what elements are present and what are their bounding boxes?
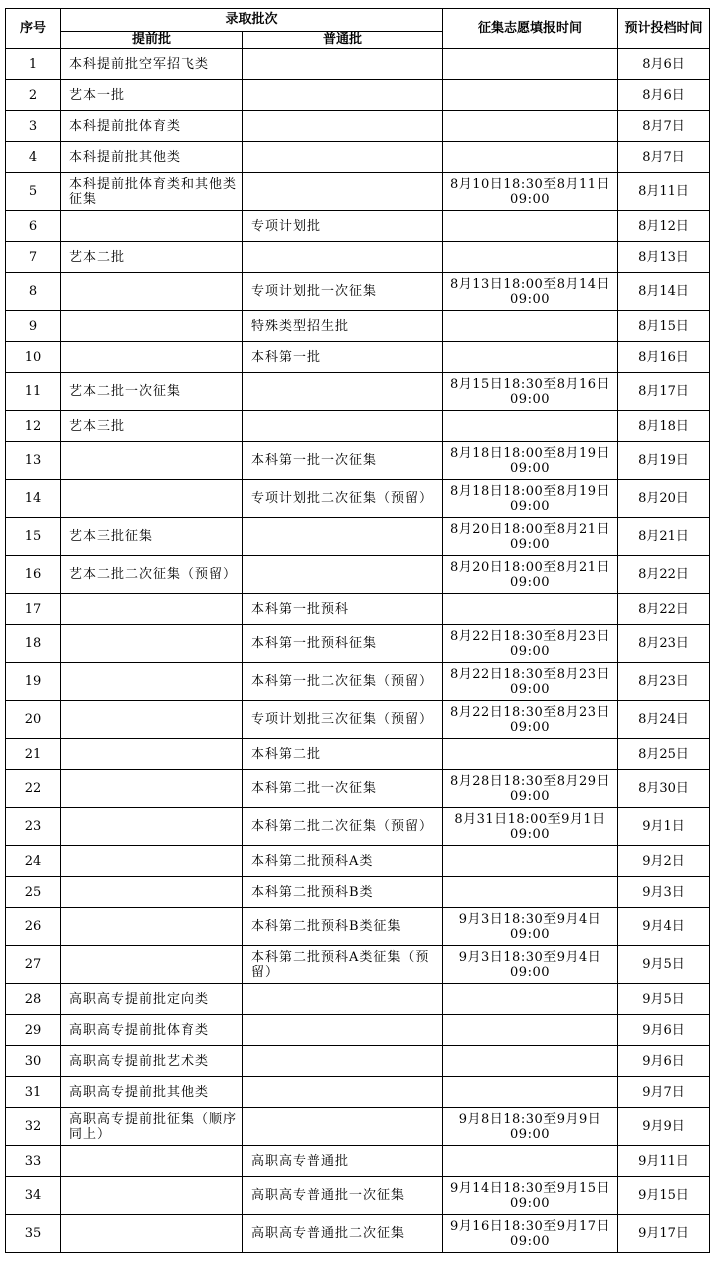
row-normal-batch: 本科第一批预科征集 (243, 625, 443, 663)
row-index: 34 (6, 1177, 61, 1215)
row-fill-time (443, 1046, 618, 1077)
row-normal-batch: 本科第一批 (243, 342, 443, 373)
row-index: 14 (6, 480, 61, 518)
row-deliver-time: 8月19日 (618, 442, 710, 480)
row-deliver-time: 8月14日 (618, 273, 710, 311)
table-row (6, 908, 710, 946)
row-fill-time (443, 846, 618, 877)
row-fill-time: 8月15日18:30至8月16日09:00 (443, 373, 618, 411)
row-index: 32 (6, 1108, 61, 1146)
schedule-table (5, 8, 710, 1253)
row-fill-time: 8月13日18:00至8月14日09:00 (443, 273, 618, 311)
row-index: 23 (6, 808, 61, 846)
table-row (6, 1077, 710, 1108)
row-fill-time: 8月22日18:30至8月23日09:00 (443, 701, 618, 739)
table-row (6, 342, 710, 373)
row-fill-time (443, 111, 618, 142)
row-early-batch: 艺本三批征集 (61, 518, 243, 556)
row-fill-time (443, 984, 618, 1015)
row-normal-batch: 本科第二批预科A类 (243, 846, 443, 877)
row-deliver-time: 8月16日 (618, 342, 710, 373)
row-index: 28 (6, 984, 61, 1015)
row-early-batch: 高职高专提前批艺术类 (61, 1046, 243, 1077)
row-normal-batch: 专项计划批二次征集（预留） (243, 480, 443, 518)
table-row (6, 49, 710, 80)
row-normal-batch (243, 411, 443, 442)
table-row (6, 701, 710, 739)
row-fill-time (443, 1077, 618, 1108)
row-normal-batch (243, 49, 443, 80)
admission-schedule (5, 8, 710, 1253)
row-index: 11 (6, 373, 61, 411)
row-deliver-time: 8月11日 (618, 173, 710, 211)
row-deliver-time: 8月6日 (618, 80, 710, 111)
table-row (6, 1177, 710, 1215)
row-index: 33 (6, 1146, 61, 1177)
row-deliver-time: 8月25日 (618, 739, 710, 770)
row-early-batch (61, 311, 243, 342)
row-normal-batch (243, 242, 443, 273)
row-fill-time (443, 80, 618, 111)
header-deliver-time: 预计投档时间 (618, 9, 710, 49)
table-row (6, 442, 710, 480)
row-deliver-time: 9月4日 (618, 908, 710, 946)
row-index: 35 (6, 1215, 61, 1253)
row-normal-batch (243, 173, 443, 211)
row-fill-time: 9月3日18:30至9月4日09:00 (443, 946, 618, 984)
row-fill-time (443, 311, 618, 342)
row-fill-time: 9月3日18:30至9月4日09:00 (443, 908, 618, 946)
row-index: 16 (6, 556, 61, 594)
row-fill-time (443, 242, 618, 273)
row-early-batch: 高职高专提前批征集（顺序同上） (61, 1108, 243, 1146)
row-deliver-time: 8月22日 (618, 594, 710, 625)
row-fill-time: 8月31日18:00至9月1日09:00 (443, 808, 618, 846)
table-header (6, 9, 710, 49)
row-early-batch: 艺本二批一次征集 (61, 373, 243, 411)
row-early-batch: 本科提前批空军招飞类 (61, 49, 243, 80)
row-early-batch: 艺本二批二次征集（预留） (61, 556, 243, 594)
row-deliver-time: 9月7日 (618, 1077, 710, 1108)
row-fill-time: 8月22日18:30至8月23日09:00 (443, 663, 618, 701)
row-early-batch (61, 739, 243, 770)
row-normal-batch: 本科第二批预科A类征集（预留） (243, 946, 443, 984)
row-deliver-time: 8月12日 (618, 211, 710, 242)
row-early-batch: 本科提前批其他类 (61, 142, 243, 173)
row-index: 26 (6, 908, 61, 946)
table-row (6, 273, 710, 311)
table-row (6, 739, 710, 770)
table-row (6, 411, 710, 442)
row-deliver-time: 8月22日 (618, 556, 710, 594)
table-row (6, 1108, 710, 1146)
row-deliver-time: 9月6日 (618, 1015, 710, 1046)
row-early-batch: 高职高专提前批定向类 (61, 984, 243, 1015)
row-deliver-time: 9月5日 (618, 984, 710, 1015)
row-early-batch (61, 946, 243, 984)
row-index: 13 (6, 442, 61, 480)
row-index: 25 (6, 877, 61, 908)
row-early-batch (61, 211, 243, 242)
table-row (6, 984, 710, 1015)
row-early-batch: 艺本三批 (61, 411, 243, 442)
row-normal-batch (243, 984, 443, 1015)
row-normal-batch (243, 1108, 443, 1146)
header-index: 序号 (6, 9, 61, 49)
row-index: 2 (6, 80, 61, 111)
row-index: 8 (6, 273, 61, 311)
row-normal-batch (243, 1077, 443, 1108)
row-deliver-time: 9月3日 (618, 877, 710, 908)
table-row (6, 111, 710, 142)
table-row (6, 480, 710, 518)
table-row (6, 80, 710, 111)
row-normal-batch: 高职高专普通批二次征集 (243, 1215, 443, 1253)
row-early-batch: 艺本一批 (61, 80, 243, 111)
row-normal-batch (243, 556, 443, 594)
row-early-batch (61, 1146, 243, 1177)
table-row (6, 846, 710, 877)
row-index: 1 (6, 49, 61, 80)
row-fill-time: 8月20日18:00至8月21日09:00 (443, 518, 618, 556)
table-row (6, 808, 710, 846)
table-row (6, 173, 710, 211)
row-normal-batch: 高职高专普通批 (243, 1146, 443, 1177)
row-normal-batch (243, 80, 443, 111)
row-fill-time: 9月16日18:30至9月17日09:00 (443, 1215, 618, 1253)
row-deliver-time: 8月17日 (618, 373, 710, 411)
table-row (6, 373, 710, 411)
row-deliver-time: 8月7日 (618, 111, 710, 142)
row-deliver-time: 9月1日 (618, 808, 710, 846)
row-fill-time (443, 739, 618, 770)
row-deliver-time: 8月21日 (618, 518, 710, 556)
table-row (6, 311, 710, 342)
row-deliver-time: 8月20日 (618, 480, 710, 518)
row-early-batch: 本科提前批体育类和其他类征集 (61, 173, 243, 211)
row-deliver-time: 9月5日 (618, 946, 710, 984)
row-early-batch (61, 663, 243, 701)
row-normal-batch (243, 111, 443, 142)
row-index: 21 (6, 739, 61, 770)
table-row (6, 242, 710, 273)
table-row (6, 1146, 710, 1177)
row-index: 12 (6, 411, 61, 442)
row-deliver-time: 8月6日 (618, 49, 710, 80)
row-early-batch (61, 594, 243, 625)
row-normal-batch: 专项计划批 (243, 211, 443, 242)
row-early-batch (61, 808, 243, 846)
row-deliver-time: 8月23日 (618, 663, 710, 701)
row-fill-time (443, 1015, 618, 1046)
row-normal-batch: 专项计划批三次征集（预留） (243, 701, 443, 739)
table-row (6, 663, 710, 701)
row-fill-time: 8月28日18:30至8月29日09:00 (443, 770, 618, 808)
row-index: 6 (6, 211, 61, 242)
row-index: 27 (6, 946, 61, 984)
row-deliver-time: 9月2日 (618, 846, 710, 877)
row-deliver-time: 8月24日 (618, 701, 710, 739)
row-index: 4 (6, 142, 61, 173)
row-early-batch (61, 701, 243, 739)
row-normal-batch: 本科第二批 (243, 739, 443, 770)
row-fill-time: 8月20日18:00至8月21日09:00 (443, 556, 618, 594)
row-normal-batch: 高职高专普通批一次征集 (243, 1177, 443, 1215)
row-early-batch (61, 480, 243, 518)
table-row (6, 770, 710, 808)
row-normal-batch: 专项计划批一次征集 (243, 273, 443, 311)
row-early-batch: 高职高专提前批其他类 (61, 1077, 243, 1108)
row-fill-time (443, 142, 618, 173)
row-index: 19 (6, 663, 61, 701)
header-early-batch: 提前批 (61, 32, 243, 49)
table-row (6, 1015, 710, 1046)
row-index: 17 (6, 594, 61, 625)
row-index: 5 (6, 173, 61, 211)
row-fill-time (443, 342, 618, 373)
row-early-batch (61, 908, 243, 946)
table-row (6, 1215, 710, 1253)
row-fill-time (443, 594, 618, 625)
row-early-batch (61, 1177, 243, 1215)
row-fill-time (443, 877, 618, 908)
row-early-batch (61, 770, 243, 808)
row-early-batch: 高职高专提前批体育类 (61, 1015, 243, 1046)
row-deliver-time: 8月30日 (618, 770, 710, 808)
table-row (6, 556, 710, 594)
row-fill-time (443, 49, 618, 80)
row-deliver-time: 8月15日 (618, 311, 710, 342)
row-index: 7 (6, 242, 61, 273)
row-early-batch: 本科提前批体育类 (61, 111, 243, 142)
row-normal-batch: 特殊类型招生批 (243, 311, 443, 342)
row-fill-time: 8月22日18:30至8月23日09:00 (443, 625, 618, 663)
row-index: 10 (6, 342, 61, 373)
row-fill-time (443, 211, 618, 242)
row-index: 24 (6, 846, 61, 877)
row-normal-batch (243, 373, 443, 411)
table-row (6, 877, 710, 908)
row-index: 29 (6, 1015, 61, 1046)
row-normal-batch (243, 142, 443, 173)
row-normal-batch: 本科第二批预科B类 (243, 877, 443, 908)
row-early-batch (61, 273, 243, 311)
row-early-batch (61, 846, 243, 877)
row-deliver-time: 8月18日 (618, 411, 710, 442)
row-fill-time: 8月18日18:00至8月19日09:00 (443, 442, 618, 480)
row-normal-batch: 本科第二批一次征集 (243, 770, 443, 808)
table-row (6, 211, 710, 242)
row-fill-time (443, 1146, 618, 1177)
row-early-batch (61, 442, 243, 480)
row-early-batch (61, 625, 243, 663)
table-row (6, 594, 710, 625)
row-deliver-time: 9月6日 (618, 1046, 710, 1077)
row-normal-batch (243, 1046, 443, 1077)
row-early-batch (61, 342, 243, 373)
header-normal-batch: 普通批 (243, 32, 443, 49)
table-body (6, 49, 710, 1253)
row-normal-batch: 本科第一批二次征集（预留） (243, 663, 443, 701)
table-row (6, 946, 710, 984)
table-row (6, 1046, 710, 1077)
table-row (6, 625, 710, 663)
table-row (6, 142, 710, 173)
row-normal-batch: 本科第一批一次征集 (243, 442, 443, 480)
row-early-batch: 艺本二批 (61, 242, 243, 273)
row-early-batch (61, 1215, 243, 1253)
header-batch-group: 录取批次 (61, 9, 443, 32)
row-deliver-time: 8月7日 (618, 142, 710, 173)
row-deliver-time: 9月9日 (618, 1108, 710, 1146)
row-early-batch (61, 877, 243, 908)
row-fill-time: 8月18日18:00至8月19日09:00 (443, 480, 618, 518)
row-index: 30 (6, 1046, 61, 1077)
row-deliver-time: 8月13日 (618, 242, 710, 273)
row-deliver-time: 9月15日 (618, 1177, 710, 1215)
row-normal-batch: 本科第二批二次征集（预留） (243, 808, 443, 846)
row-deliver-time: 9月11日 (618, 1146, 710, 1177)
row-index: 18 (6, 625, 61, 663)
row-index: 9 (6, 311, 61, 342)
row-index: 22 (6, 770, 61, 808)
row-deliver-time: 9月17日 (618, 1215, 710, 1253)
row-fill-time: 9月8日18:30至9月9日09:00 (443, 1108, 618, 1146)
table-row (6, 518, 710, 556)
row-normal-batch (243, 518, 443, 556)
row-normal-batch (243, 1015, 443, 1046)
row-fill-time: 9月14日18:30至9月15日09:00 (443, 1177, 618, 1215)
row-fill-time: 8月10日18:30至8月11日09:00 (443, 173, 618, 211)
row-index: 20 (6, 701, 61, 739)
row-index: 15 (6, 518, 61, 556)
row-fill-time (443, 411, 618, 442)
header-fill-time: 征集志愿填报时间 (443, 9, 618, 49)
row-deliver-time: 8月23日 (618, 625, 710, 663)
row-normal-batch: 本科第一批预科 (243, 594, 443, 625)
row-index: 3 (6, 111, 61, 142)
row-index: 31 (6, 1077, 61, 1108)
row-normal-batch: 本科第二批预科B类征集 (243, 908, 443, 946)
